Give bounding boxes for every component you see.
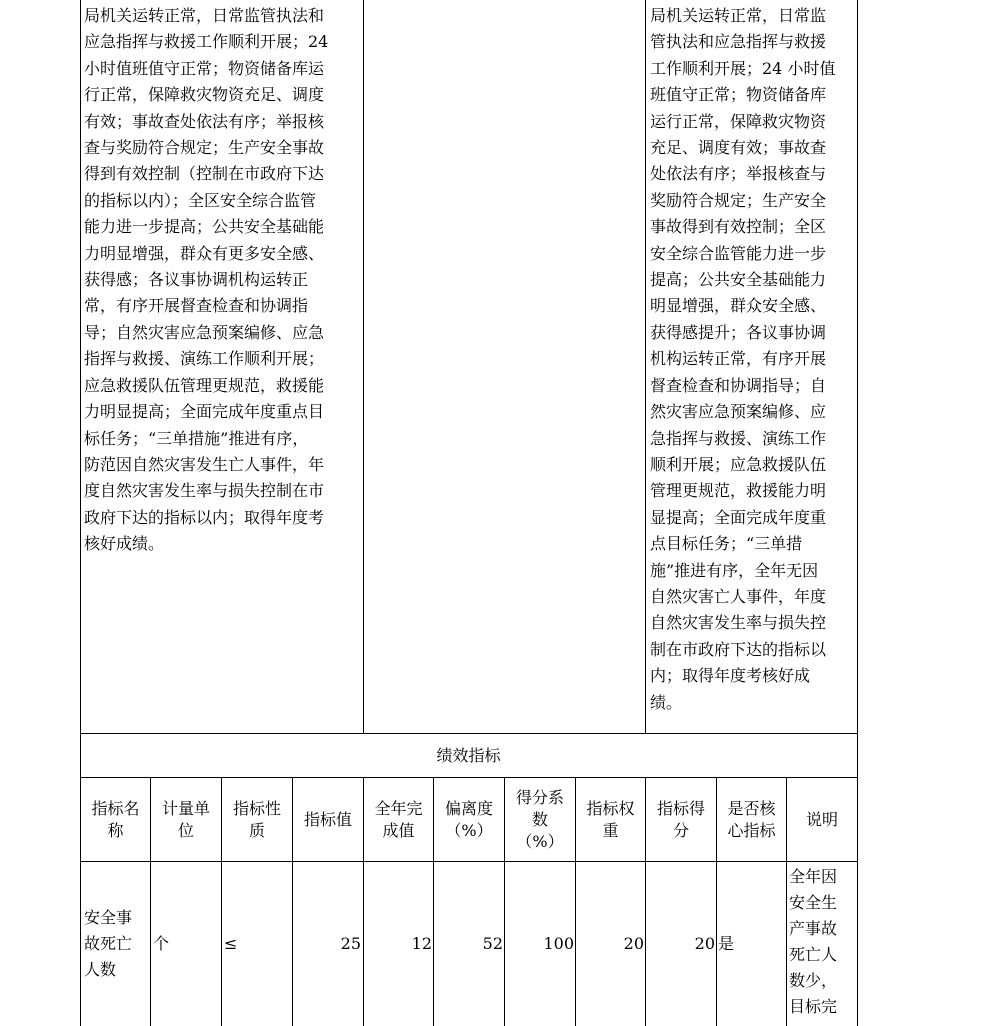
- row-note: 全年因 安全生 产事故 死亡人 数少， 目标完: [789, 867, 838, 1016]
- row-target-value: 25: [340, 934, 361, 953]
- row-deviation: 52: [482, 934, 503, 953]
- row-coefficient: 100: [543, 934, 574, 953]
- row-unit: 个: [153, 934, 170, 953]
- header-coefficient: 得分系 数 （%）: [515, 787, 564, 851]
- header-nature: 指标性 质: [232, 798, 281, 840]
- header-weight: 指标权 重: [586, 798, 635, 840]
- border-right: [857, 0, 858, 1026]
- header-target-value: 指标值: [303, 809, 352, 829]
- document-table: [80, 0, 858, 1026]
- annual-result-text: 局机关运转正常，日常监 管执法和应急指挥与救援 工作顺利开展；24 小时值 班值守正常；物资储备库 运行正常，保障救灾物资 充足、调度有效；事故查 处依法有序；举报核查与 奖励符合规定；生产安全 事故得到有效控制；全区 安全综合监管能力进一步 提高；公共安全基础能力 明显增强，群众安全感、 获得感提升；各议事协调 机构运转正常，有序开展 督查检查和协调指导；自 然灾害应急预案编修、应 急指挥与救援、演练工作 顺利开展；应急救援队伍 管理更规范，救援能力明 显提高；全面完成年度重 点目标任务；“三单措 施”推进有序，全年无因 自然灾害亡人事件，年度 自然灾害发生率与损失控 制在市政府下达的指标以 内；取得年度考核好成 绩。: [650, 6, 836, 712]
- row-actual-value: 12: [411, 934, 432, 953]
- border-top-col1: [363, 0, 364, 733]
- header-actual-value: 全年完 成值: [374, 798, 423, 840]
- border-below-header: [80, 861, 858, 862]
- header-core: 是否核 心指标: [727, 798, 776, 840]
- annual-goal-text: 局机关运转正常，日常监管执法和 应急指挥与救援工作顺利开展；24 小时值班值守正常；物资储备库运 行正常，保障救灾物资充足、调度 有效；事故查处依法有序；举报核 查与奖励符合规定；生产安全事故 得到有效控制（控制在市政府下达 的指标以内）；全区安全综合监管 能力进一步提高；公共安全基础能 力明显增强，群众有更多安全感、 获得感；各议事协调机构运转正 常，有序开展督查检查和协调指 导；自然灾害应急预案编修、应急 指挥与救援、演练工作顺利开展； 应急救援队伍管理更规范，救援能 力明显提高；全面完成年度重点目 标任务；“三单措施”推进有序， 防范因自然灾害发生亡人事件，年 度自然灾害发生率与损失控制在市 政府下达的指标以内；取得年度考 核好成绩。: [84, 6, 329, 554]
- section-title: 绩效指标: [436, 745, 501, 765]
- header-indicator-name: 指标名 称: [91, 798, 140, 840]
- row-nature: ≤: [224, 934, 238, 953]
- header-unit: 计量单 位: [161, 798, 210, 840]
- header-note: 说明: [805, 809, 838, 829]
- row-score: 20: [694, 934, 715, 953]
- row-weight: 20: [623, 934, 644, 953]
- header-score: 指标得 分: [656, 798, 705, 840]
- row-core: 是: [718, 934, 735, 953]
- border-top-col2: [645, 0, 646, 733]
- header-deviation: 偏离度 （%）: [444, 798, 493, 840]
- border-left: [80, 0, 81, 1026]
- row-indicator-name: 安全事 故死亡 人数: [84, 908, 133, 979]
